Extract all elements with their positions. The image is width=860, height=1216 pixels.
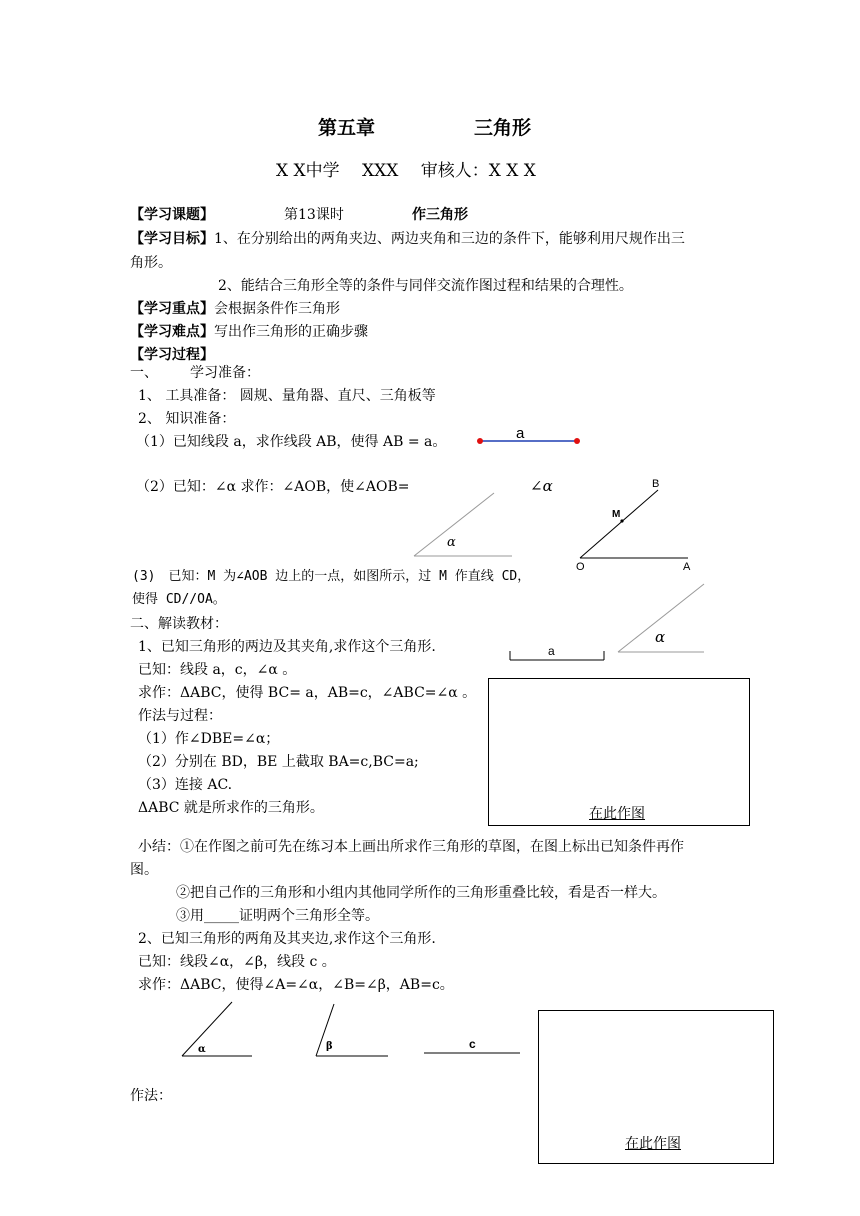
goal-line-1 xyxy=(130,232,685,246)
angle-aob-figure xyxy=(570,480,700,575)
item-3a: (3) 已知：M 为∠AOB 边上的一点，如图所示，过 M 作直线 CD， xyxy=(132,569,531,584)
goal-2: 2、能结合三角形全等的条件与同伴交流作图过程和结果的合理性。 xyxy=(218,278,633,294)
goal-1a: 1、在分别给出的两角夹边、两边夹角和三边的条件下，能够利用尺规作出三 xyxy=(214,231,685,247)
small-beta-figure xyxy=(312,1000,392,1062)
goal-1b: 角形。 xyxy=(130,255,172,271)
lesson-number: 第13课时 xyxy=(284,207,344,223)
drawing-box-2-caption: 在此作图 xyxy=(625,1136,681,1152)
small-beta-label: β xyxy=(326,1041,333,1052)
chapter-title: 三角形 xyxy=(474,117,532,139)
key-point-line xyxy=(130,302,340,316)
angle-alpha-label: α xyxy=(447,535,456,550)
segment-a-endpoint-left xyxy=(477,438,483,444)
point-m-dot xyxy=(620,519,623,522)
step-1: （1）作∠DBE=∠α； xyxy=(138,731,280,747)
goal-label: 【学习目标】 xyxy=(130,231,214,247)
segment-a-label: a xyxy=(516,425,525,442)
summary-3: ③用_____证明两个三角形全等。 xyxy=(176,908,379,924)
tools-line: 1、 工具准备： 圆规、量角器、直尺、三角板等 xyxy=(138,388,436,404)
prep-heading: 学习准备： xyxy=(190,365,260,381)
known-2: 已知：线段∠α，∠β，线段 c 。 xyxy=(138,954,336,970)
key-text: 会根据条件作三角形 xyxy=(214,301,340,317)
step-2: （2）分别在 BD，BE 上截取 BA=c,BC=a; xyxy=(138,754,419,770)
bracket-a-label: a xyxy=(548,644,555,658)
item-1: （1）已知线段 a，求作线段 AB，使得 AB = a。 xyxy=(136,434,447,450)
difficulty-label: 【学习难点】 xyxy=(130,324,214,340)
read-heading: 二、解读教材： xyxy=(130,616,228,632)
task-1: 1、已知三角形的两边及其夹角,求作这个三角形. xyxy=(138,639,436,655)
task-2: 2、已知三角形的两角及其夹边,求作这个三角形. xyxy=(138,931,436,947)
lesson-title: 作三角形 xyxy=(412,207,468,223)
knowledge-line: 2、 知识准备： xyxy=(138,411,236,427)
required-1: 求作：ΔABC，使得 BC= a，AB=c，∠ABC=∠α 。 xyxy=(138,685,477,701)
process-label: 【学习过程】 xyxy=(130,347,214,363)
bracket-segment-figure xyxy=(505,648,610,668)
authors-line: X X中学 XXX 审核人：X X X xyxy=(276,161,536,181)
point-o-label: O xyxy=(576,561,585,573)
item-3b: 使得 CD//OA。 xyxy=(132,592,226,607)
summary-1a: 小结：①在作图之前可先在练习本上画出所求作三角形的草图，在图上标出已知条件再作 xyxy=(138,839,684,855)
required-2: 求作：ΔABC，使得∠A=∠α，∠B=∠β，AB=c。 xyxy=(138,977,454,993)
item-2-tail: ∠α xyxy=(530,477,553,495)
small-alpha-arm xyxy=(182,1002,232,1056)
chapter-number: 第五章 xyxy=(318,117,376,139)
result-1: ΔABC 就是所求作的三角形。 xyxy=(138,800,324,816)
known-1: 已知：线段 a，c，∠α 。 xyxy=(138,662,297,678)
segment-a-figure xyxy=(470,420,590,450)
ray-ob xyxy=(580,490,658,558)
key-label: 【学习重点】 xyxy=(130,301,214,317)
method-1: 作法与过程： xyxy=(138,708,222,724)
angle-alpha-figure xyxy=(410,490,520,560)
prep-heading-number: 一、 xyxy=(130,365,158,381)
segment-c-label: c xyxy=(469,1037,476,1051)
angle-alpha-2-label: α xyxy=(655,628,666,646)
small-alpha-label: α xyxy=(198,1044,206,1055)
point-m-label: M xyxy=(612,509,621,520)
segment-a-endpoint-right xyxy=(574,438,580,444)
step-3: （3）连接 AC. xyxy=(138,777,233,793)
difficulty-line xyxy=(130,325,368,339)
point-a-label: A xyxy=(683,561,691,573)
difficulty-text: 写出作三角形的正确步骤 xyxy=(214,324,368,340)
summary-1b: 图。 xyxy=(130,862,158,878)
topic-label: 【学习课题】 xyxy=(130,207,214,223)
summary-2: ②把自己作的三角形和小组内其他同学所作的三角形重叠比较，看是否一样大。 xyxy=(176,885,666,901)
small-alpha-figure xyxy=(178,1000,258,1062)
drawing-box-1-caption: 在此作图 xyxy=(589,806,645,822)
method-2: 作法： xyxy=(130,1088,172,1104)
point-b-label: B xyxy=(652,478,660,490)
item-2: （2）已知：∠α 求作：∠AOB，使∠AOB= xyxy=(136,479,410,495)
